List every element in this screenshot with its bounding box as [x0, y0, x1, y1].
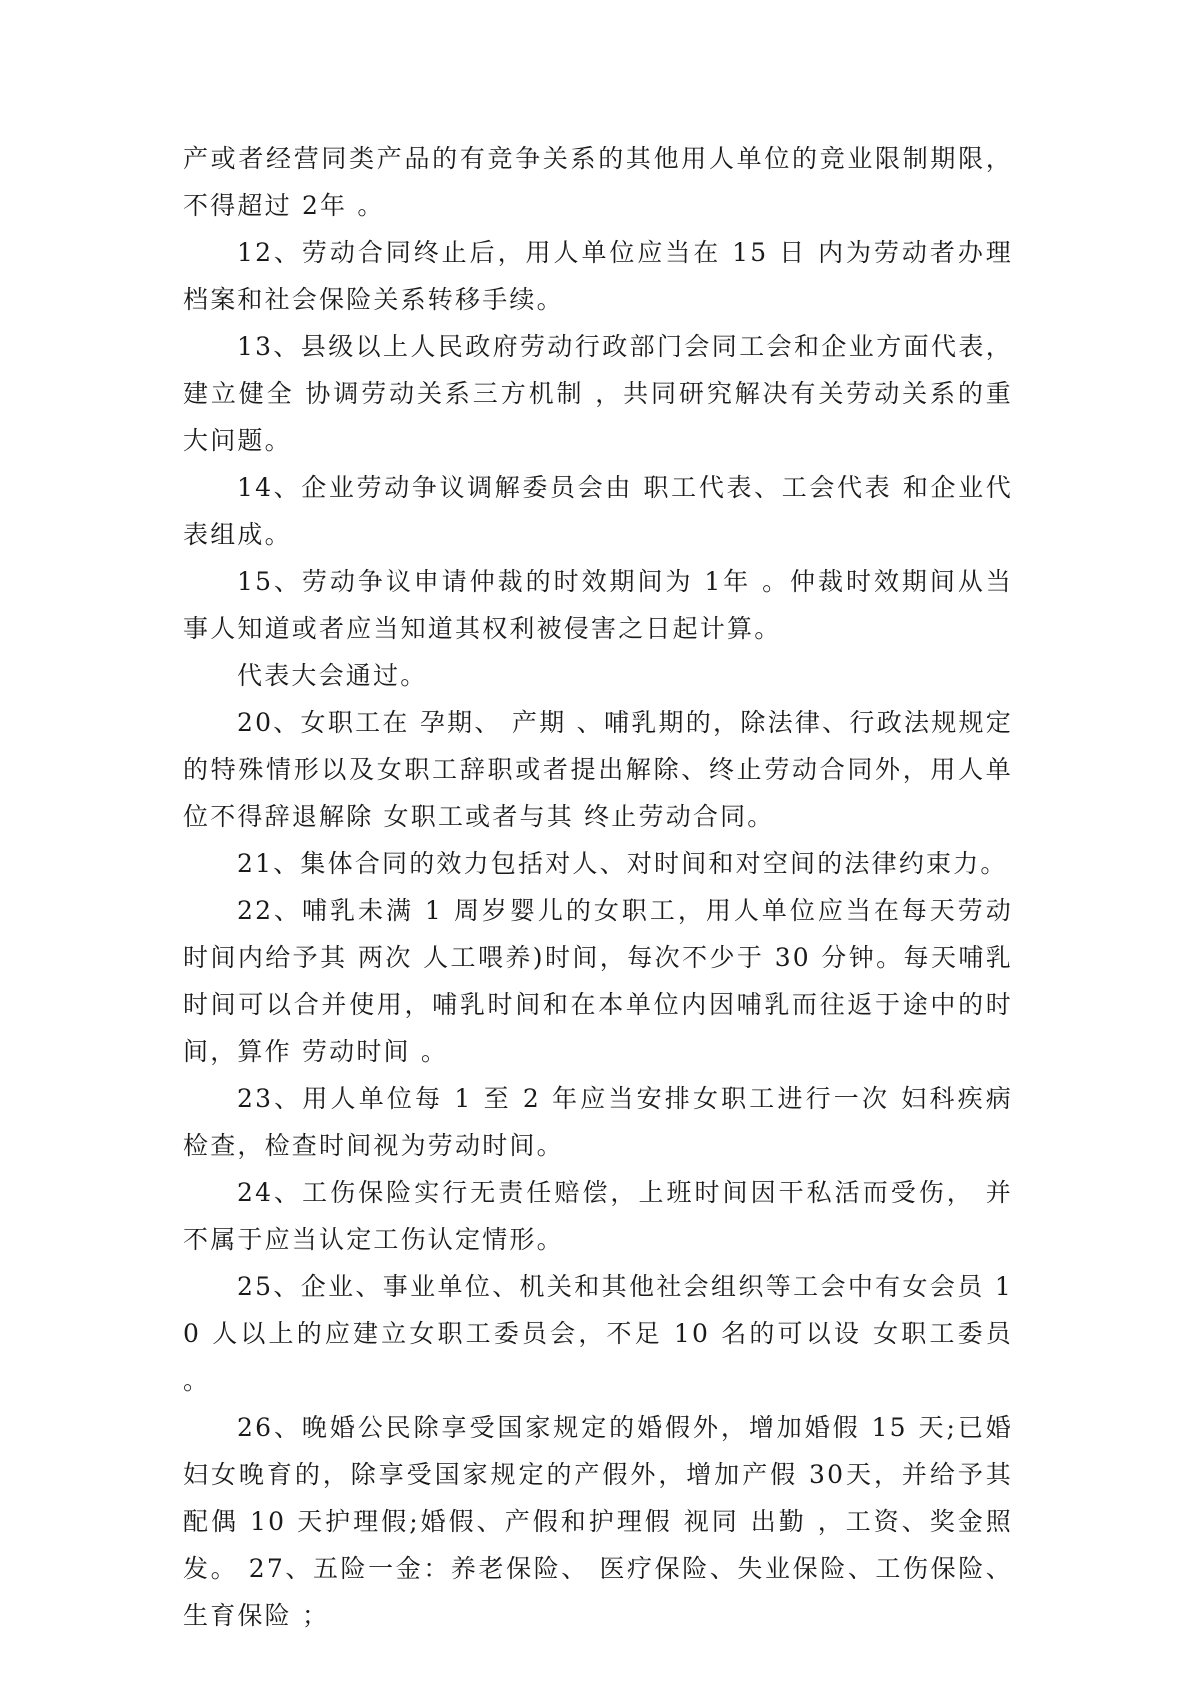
paragraph-fragment: 代表大会通过。: [237, 661, 428, 690]
paragraph-item-13: 13、县级以上人民政府劳动行政部门会同工会和企业方面代表，建立健全 协调劳动关系三方机制 ，共同研究解决有关劳动关系的重大问题。: [183, 332, 1013, 455]
paragraph-item-24: 24、工伤保险实行无责任赔偿，上班时间因干私活而受伤， 并不属于应当认定工伤认定情形。: [183, 1178, 1013, 1254]
document-body: [183, 135, 1013, 1639]
paragraph-item-20: 20、女职工在 孕期、 产期 、哺乳期的，除法律、行政法规规定的特殊情形以及女职工辞职或者提出解除、终止劳动合同外，用人单位不得辞退解除 女职工或者与其 终止劳动合同。: [183, 708, 1013, 831]
paragraph-item-22: 22、哺乳未满 1 周岁婴儿的女职工，用人单位应当在每天劳动时间内给予其 两次 人工喂养)时间，每次不少于 30 分钟。每天哺乳时间可以合并使用，哺乳时间和在本单位内因哺乳而往返于途中的时间，算作 劳动时间 。: [183, 896, 1013, 1066]
paragraph-continuation: 产或者经营同类产品的有竞争关系的其他用人单位的竞业限制期限，不得超过 2年 。: [183, 144, 1013, 220]
paragraph-item-25: 25、企业、事业单位、机关和其他社会组织等工会中有女会员 10 人以上的应建立女职工委员会，不足 10 名的可以设 女职工委员 。: [183, 1272, 1013, 1395]
paragraph-item-15: 15、劳动争议申请仲裁的时效期间为 1年 。仲裁时效期间从当事人知道或者应当知道其权利被侵害之日起计算。: [183, 567, 1013, 643]
paragraph-item-21: 21、集体合同的效力包括对人、对时间和对空间的法律约束力。: [237, 849, 1008, 878]
paragraph-item-23: 23、用人单位每 1 至 2 年应当安排女职工进行一次 妇科疾病 检查，检查时间视为劳动时间。: [183, 1084, 1013, 1160]
paragraph-item-12: 12、劳动合同终止后，用人单位应当在 15 日 内为劳动者办理档案和社会保险关系转移手续。: [183, 238, 1013, 314]
paragraph-item-14: 14、企业劳动争议调解委员会由 职工代表、工会代表 和企业代表组成。: [183, 473, 1013, 549]
paragraph-item-26-27: 26、晚婚公民除享受国家规定的婚假外，增加婚假 15 天;已婚妇女晚育的，除享受国家规定的产假外，增加产假 30天，并给予其配偶 10 天护理假;婚假、产假和护理假 视同 出勤 ，工资、奖金照发。 27、五险一金：养老保险、 医疗保险、失业保险、工伤保险、生育保险 ；: [183, 1413, 1013, 1630]
